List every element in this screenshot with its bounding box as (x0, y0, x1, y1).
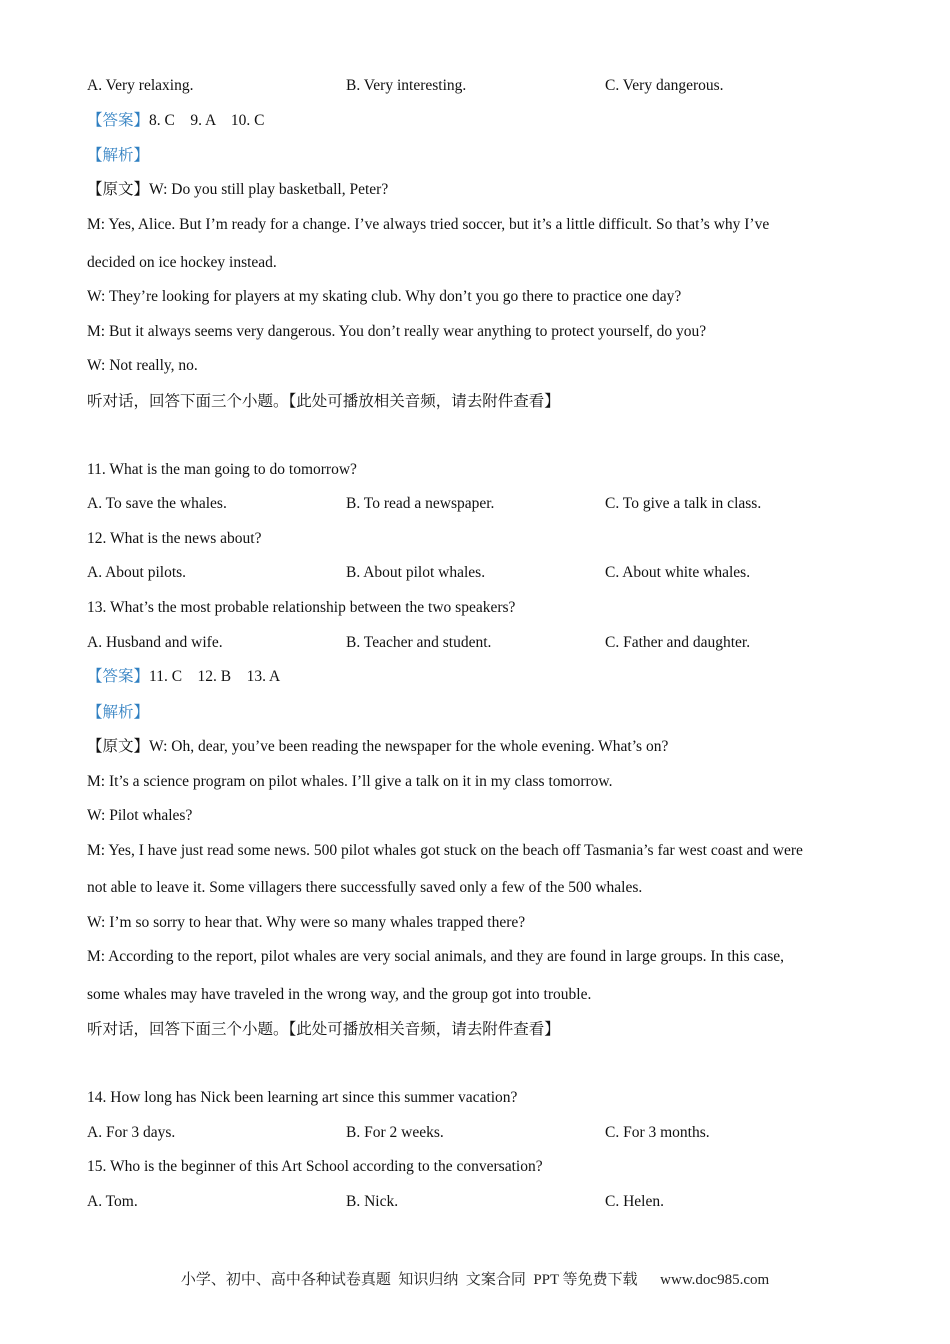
q8-10-option-b: B. Very interesting. (346, 77, 467, 94)
analysis-tag-2: 【解析】 (87, 704, 150, 721)
q8-10-option-c: C. Very dangerous. (605, 77, 724, 94)
page-footer (0, 1270, 950, 1290)
q15-option-b: B. Nick. (346, 1193, 399, 1210)
q11-option-c: C. To give a talk in class. (605, 495, 762, 512)
transcript-2-line: W: I’m so sorry to hear that. Why were so many whales trapped there? (87, 914, 526, 931)
answer-text: 8. C 9. A 10. C (149, 112, 265, 129)
answer-block-1 (87, 111, 264, 131)
q12-option-a: A. About pilots. (87, 564, 187, 581)
q11-option-b: B. To read a newspaper. (346, 495, 495, 512)
answer-tag: 【答案】 (87, 112, 150, 129)
question-14: 14. How long has Nick been learning art since this summer vacation? (87, 1089, 518, 1106)
listening-instruction-2: 听对话，回答下面三个小题。【此处可播放相关音频，请去附件查看】 (87, 1021, 560, 1038)
question-15: 15. Who is the beginner of this Art School according to the conversation? (87, 1158, 543, 1175)
transcript-1-line: decided on ice hockey instead. (87, 254, 277, 271)
q14-option-b: B. For 2 weeks. (346, 1124, 444, 1141)
footer-link[interactable]: www.doc985.com (660, 1272, 770, 1288)
q13-option-b: B. Teacher and student. (346, 634, 492, 651)
analysis-tag-1: 【解析】 (87, 147, 150, 164)
transcript-2-line: M: According to the report, pilot whales are very social animals, and they are found in large groups. In this case, (87, 948, 785, 965)
transcript-2-line: M: Yes, I have just read some news. 500 pilot whales got stuck on the beach off Tasmania’s far west coast and were (87, 842, 803, 859)
question-13: 13. What’s the most probable relationship between the two speakers? (87, 599, 516, 616)
q12-option-b: B. About pilot whales. (346, 564, 486, 581)
listening-instruction-1: 听对话，回答下面三个小题。【此处可播放相关音频，请去附件查看】 (87, 393, 560, 410)
transcript-1-line: W: Not really, no. (87, 357, 198, 374)
q15-option-c: C. Helen. (605, 1193, 664, 1210)
transcript-text: W: Do you still play basketball, Peter? (149, 181, 389, 198)
transcript-2-line: M: It’s a science program on pilot whales. I’ll give a talk on it in my class tomorrow. (87, 773, 613, 790)
question-12: 12. What is the news about? (87, 530, 262, 547)
transcript-tag: 【原文】 (87, 181, 150, 198)
question-11: 11. What is the man going to do tomorrow? (87, 461, 357, 478)
transcript-1-line: M: But it always seems very dangerous. You don’t really wear anything to protect yourself, do you? (87, 323, 707, 340)
transcript-1-first-line (87, 180, 388, 200)
answer-text: 11. C 12. B 13. A (149, 668, 281, 685)
q11-option-a: A. To save the whales. (87, 495, 227, 512)
footer-text: 小学、初中、高中各种试卷真题 知识归纳 文案合同 PPT 等免费下载 (180, 1272, 638, 1288)
transcript-2-first-line (87, 737, 668, 757)
transcript-text: W: Oh, dear, you’ve been reading the newspaper for the whole evening. What’s on? (149, 738, 669, 755)
q14-option-c: C. For 3 months. (605, 1124, 710, 1141)
q12-option-c: C. About white whales. (605, 564, 751, 581)
answer-block-2 (87, 667, 280, 687)
q8-10-option-a: A. Very relaxing. (87, 77, 194, 94)
transcript-1-line: M: Yes, Alice. But I’m ready for a change. I’ve always tried soccer, but it’s a little difficult. So that’s why I’ve (87, 216, 770, 233)
transcript-1-line: W: They’re looking for players at my skating club. Why don’t you go there to practice one day? (87, 288, 682, 305)
transcript-2-line: W: Pilot whales? (87, 807, 193, 824)
transcript-tag: 【原文】 (87, 738, 150, 755)
q13-option-c: C. Father and daughter. (605, 634, 751, 651)
answer-tag: 【答案】 (87, 668, 150, 685)
transcript-2-line: some whales may have traveled in the wrong way, and the group got into trouble. (87, 986, 592, 1003)
transcript-2-line: not able to leave it. Some villagers there successfully saved only a few of the 500 whales. (87, 879, 643, 896)
q15-option-a: A. Tom. (87, 1193, 138, 1210)
q13-option-a: A. Husband and wife. (87, 634, 223, 651)
q14-option-a: A. For 3 days. (87, 1124, 176, 1141)
